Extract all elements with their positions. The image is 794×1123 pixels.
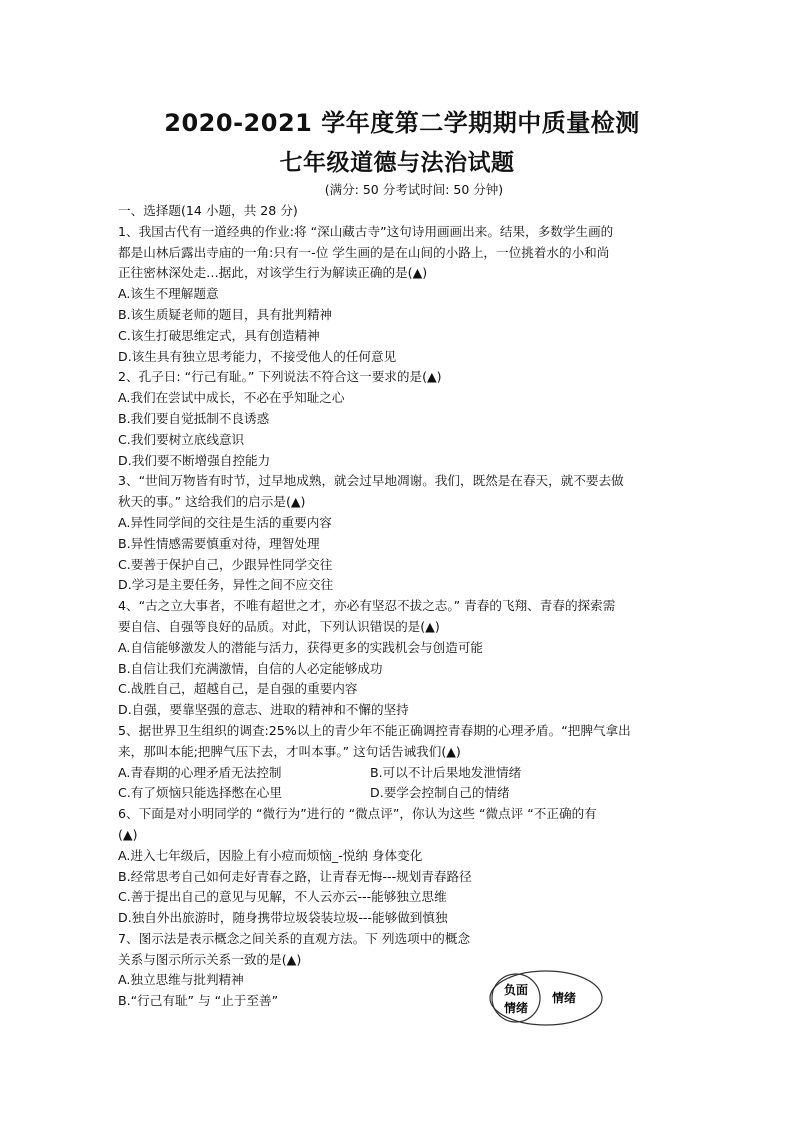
option-d: D.要学会控制自己的情绪 [370, 785, 510, 801]
option-c: C.有了烦恼只能选择憋在心里 [118, 785, 282, 801]
outer-ellipse [490, 971, 602, 1025]
option-a: A.我们在尝试中成长，不必在乎知耻之心 [118, 390, 345, 406]
question-stem-line: 4、“古之立大事者，不唯有超世之才，亦必有坚忍不拔之志。” 青春的飞翔、青春的探索需 [118, 598, 616, 614]
exam-title: 2020-2021 学年度第二学期期中质量检测 [164, 109, 640, 137]
question-6 [118, 804, 690, 929]
option-a: A.异性同学间的交往是生活的重要内容 [118, 514, 332, 530]
option-d: D.独自外出旅游时，随身携带垃圾袋装垃圾---能够做到慎独 [118, 910, 448, 926]
option-a: A.自信能够激发人的潜能与活力，获得更多的实践机会与创造可能 [118, 639, 484, 655]
section-heading: 一、选择题(14 小题，共 28 分) [118, 203, 298, 218]
concept-diagram [486, 968, 604, 1028]
option-d: D.学习是主要任务，异性之间不应交往 [118, 577, 334, 593]
option-b: B.我们要自觉抵制不良诱惑 [118, 410, 270, 426]
question-stem-line: 正往密林深处走…据此，对该学生行为解读正确的是(▲) [118, 265, 428, 281]
option-c: C.善于提出自己的意见与见解，不人云亦云---能够独立思维 [118, 889, 447, 905]
option-b: B.自信让我们充满激情，自信的人必定能够成功 [118, 660, 383, 676]
option-c: C.我们要树立底线意识 [118, 431, 245, 447]
exam-content [118, 201, 690, 1012]
question-stem-line: 7、图示法是表示概念之间关系的直观方法。下 列选项中的概念 [118, 930, 471, 946]
option-row [118, 783, 690, 804]
question-1 [118, 222, 690, 368]
question-2 [118, 367, 690, 471]
exam-subtitle: 七年级道德与法治试题 [279, 150, 515, 176]
option-row [118, 763, 690, 784]
question-3 [118, 471, 690, 596]
question-4 [118, 596, 690, 721]
option-c: C.该生打破思维定式，具有创造精神 [118, 327, 320, 343]
option-a: A.独立思维与批判精神 [118, 972, 244, 988]
option-d: D.我们要不断增强自控能力 [118, 452, 271, 468]
question-stem-line: 关系与图示所示关系一致的是(▲) [118, 951, 302, 967]
question-stem-line: 3、“世间万物皆有时节，过早地成熟，就会过早地凋谢。我们，既然是在春天，就不要去做 [118, 473, 624, 489]
question-stem-line: (▲) [118, 826, 138, 842]
inner-label-line2: 情绪 [503, 1001, 529, 1015]
option-c: C.要善于保护自己，少跟异性同学交往 [118, 556, 333, 572]
exam-info: (满分: 50 分考试时间: 50 分钟) [324, 182, 504, 197]
inner-label-line1: 负面 [503, 983, 529, 997]
question-stem-line: 都是山林后露出寺庙的一角:只有一-位 学生画的是在山间的小路上，一位挑着水的小和尚 [118, 244, 610, 260]
option-b: B.异性情感需要慎重对待，理智处理 [118, 535, 320, 551]
question-stem-line: 1、我国古代有一道经典的作业:将 “深山藏古寺”这句诗用画画出来。结果，多数学生画的 [118, 223, 614, 239]
question-stem-line: 秋天的事。” 这给我们的启示是(▲) [118, 494, 306, 510]
question-5 [118, 721, 690, 804]
option-d: D.该生具有独立思考能力，不接受他人的任何意见 [118, 348, 397, 364]
option-a: A.青春期的心理矛盾无法控制 [118, 764, 282, 780]
question-7 [118, 929, 690, 1012]
option-d: D.自强，要靠坚强的意志、进取的精神和不懈的坚持 [118, 702, 409, 718]
option-c: C.战胜自己，超越自己，是自强的重要内容 [118, 681, 358, 697]
question-stem-line: 来，那叫本能;把脾气压下去，才叫本事。” 这句话告诫我们(▲) [118, 743, 461, 759]
question-stem-line: 6、下面是对小明同学的 “微行为”进行的 “微点评”，你认为这些 “微点评 “不正确的有 [118, 806, 597, 822]
option-b: B.该生质疑老师的题目，具有批判精神 [118, 306, 333, 322]
question-stem-line: 2、孔子日: “行己有耻。” 下列说法不符合这一要求的是(▲) [118, 369, 442, 385]
outer-label: 情绪 [551, 991, 577, 1005]
option-b: B.可以不计后果地发泄情绪 [370, 764, 522, 780]
option-a: A.进入七年级后，因脸上有小痘而烦恼_-悦纳 身体变化 [118, 847, 423, 863]
option-a: A.该生不理解题意 [118, 286, 219, 302]
option-b: B.“行己有耻” 与 “止于至善” [118, 993, 279, 1009]
option-b: B.经常思考自己如何走好青春之路，让青春无悔---规划青春路径 [118, 868, 472, 884]
question-stem-line: 5、据世界卫生组织的调查:25%以上的青少年不能正确调控青春期的心理矛盾。“把脾气拿出 [118, 722, 631, 738]
question-stem-line: 要自信、自强等良好的品质。对此，下列认识错误的是(▲) [118, 618, 440, 634]
